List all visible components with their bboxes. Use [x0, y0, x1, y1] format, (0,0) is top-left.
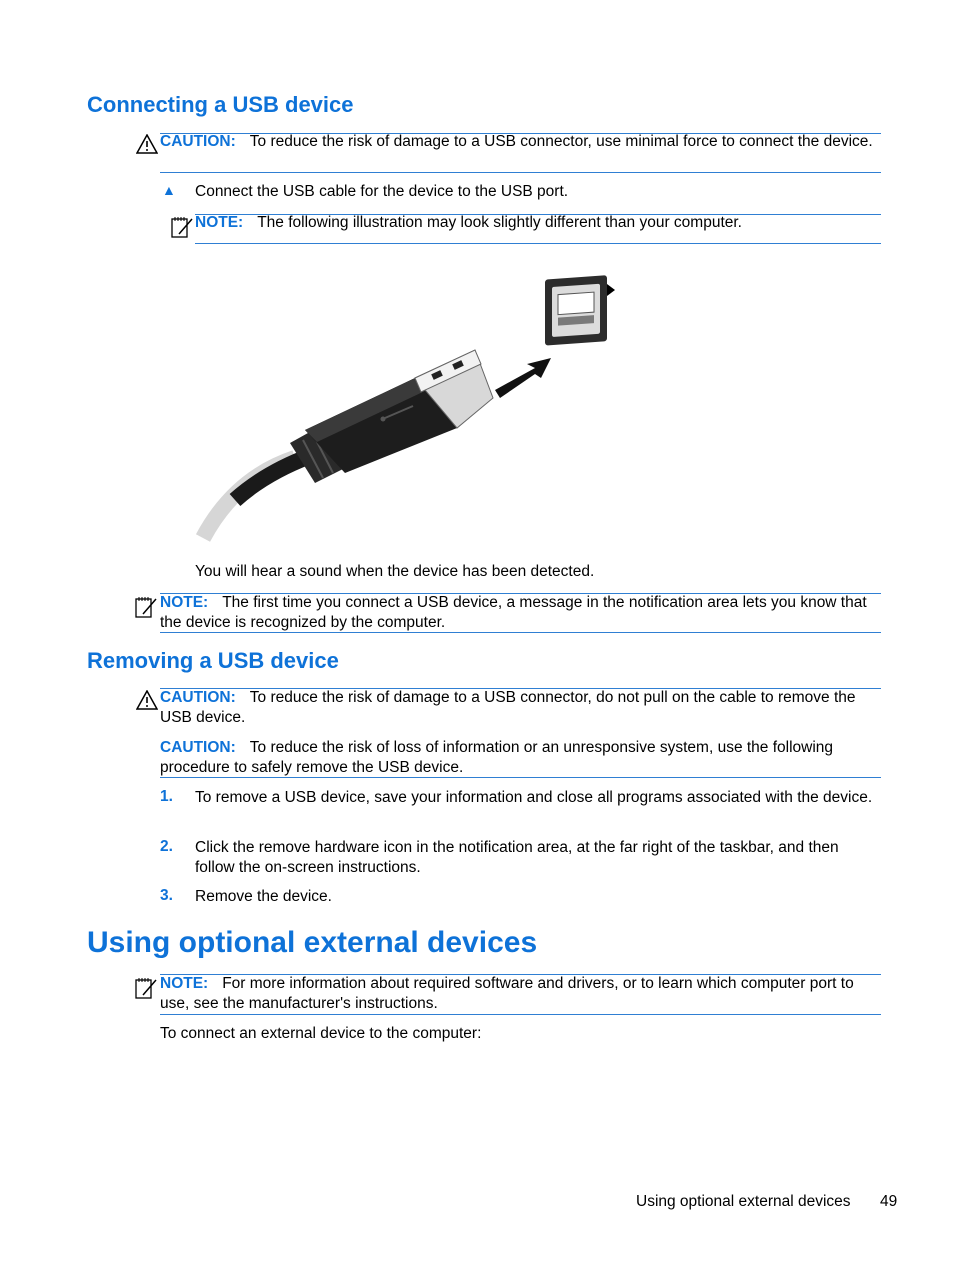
note3-bottom-rule [160, 1014, 881, 1015]
note1-label: NOTE: [195, 214, 244, 231]
note1-bottom-rule [195, 243, 881, 244]
caution2-text: To reduce the risk of loss of information or an unresponsive system, use the following procedure to safely remove the USB device. [160, 739, 834, 776]
note-icon [170, 215, 194, 239]
note-icon [134, 595, 158, 619]
caution2-paragraph [160, 738, 881, 777]
caution1-paragraph [160, 688, 881, 727]
step-text: Remove the device. [195, 888, 332, 905]
step-connect: Connect the USB cable for the device to the USB port. [195, 183, 569, 200]
footer-section-title: Using optional external devices [636, 1193, 851, 1210]
connecting-heading: Connecting a USB device [87, 92, 354, 117]
external-intro: To connect an external device to the computer: [160, 1025, 482, 1042]
caution1-label: CAUTION: [160, 689, 236, 706]
caution-paragraph [160, 132, 881, 152]
bullet-triangle-icon: ▲ [162, 182, 176, 198]
note3-label: NOTE: [160, 975, 209, 992]
caution2-bottom-rule [160, 777, 881, 778]
note2-text: The first time you connect a USB device, a message in the notification area lets you know that the device is recognized by the computer. [160, 594, 867, 631]
note3-paragraph [160, 974, 881, 1013]
removing-heading: Removing a USB device [87, 648, 339, 673]
note1-paragraph [195, 213, 881, 233]
caution-label: CAUTION: [160, 133, 236, 150]
note3-text: For more information about required software and drivers, or to learn which computer port to use, see the manufacturer's instructions. [160, 975, 854, 1012]
note2-bottom-rule [160, 632, 881, 633]
caution-icon [136, 690, 158, 710]
note2-label: NOTE: [160, 594, 209, 611]
caution-icon [136, 134, 158, 154]
caution1-text: To reduce the risk of damage to a USB connector, do not pull on the cable to remove the USB device. [160, 689, 856, 726]
caution-bottom-rule [160, 172, 881, 173]
usb-connection-illustration [195, 268, 625, 548]
note-icon [134, 976, 158, 1000]
note2-paragraph [160, 593, 881, 632]
after-figure-text: You will hear a sound when the device has been detected. [195, 563, 595, 580]
step-text: Click the remove hardware icon in the notification area, at the far right of the taskbar, and then follow the on-screen instructions. [195, 839, 839, 876]
step-number: 3. [160, 887, 173, 904]
step-number: 1. [160, 788, 173, 805]
page-number: 49 [880, 1193, 898, 1210]
caution2-label: CAUTION: [160, 739, 236, 756]
note1-text: The following illustration may look slightly different than your computer. [257, 214, 742, 231]
caution-text: To reduce the risk of damage to a USB connector, use minimal force to connect the device. [249, 133, 873, 150]
external-heading: Using optional external devices [87, 926, 538, 959]
step-text: To remove a USB device, save your information and close all programs associated with the device. [195, 789, 873, 806]
step-number: 2. [160, 838, 173, 855]
